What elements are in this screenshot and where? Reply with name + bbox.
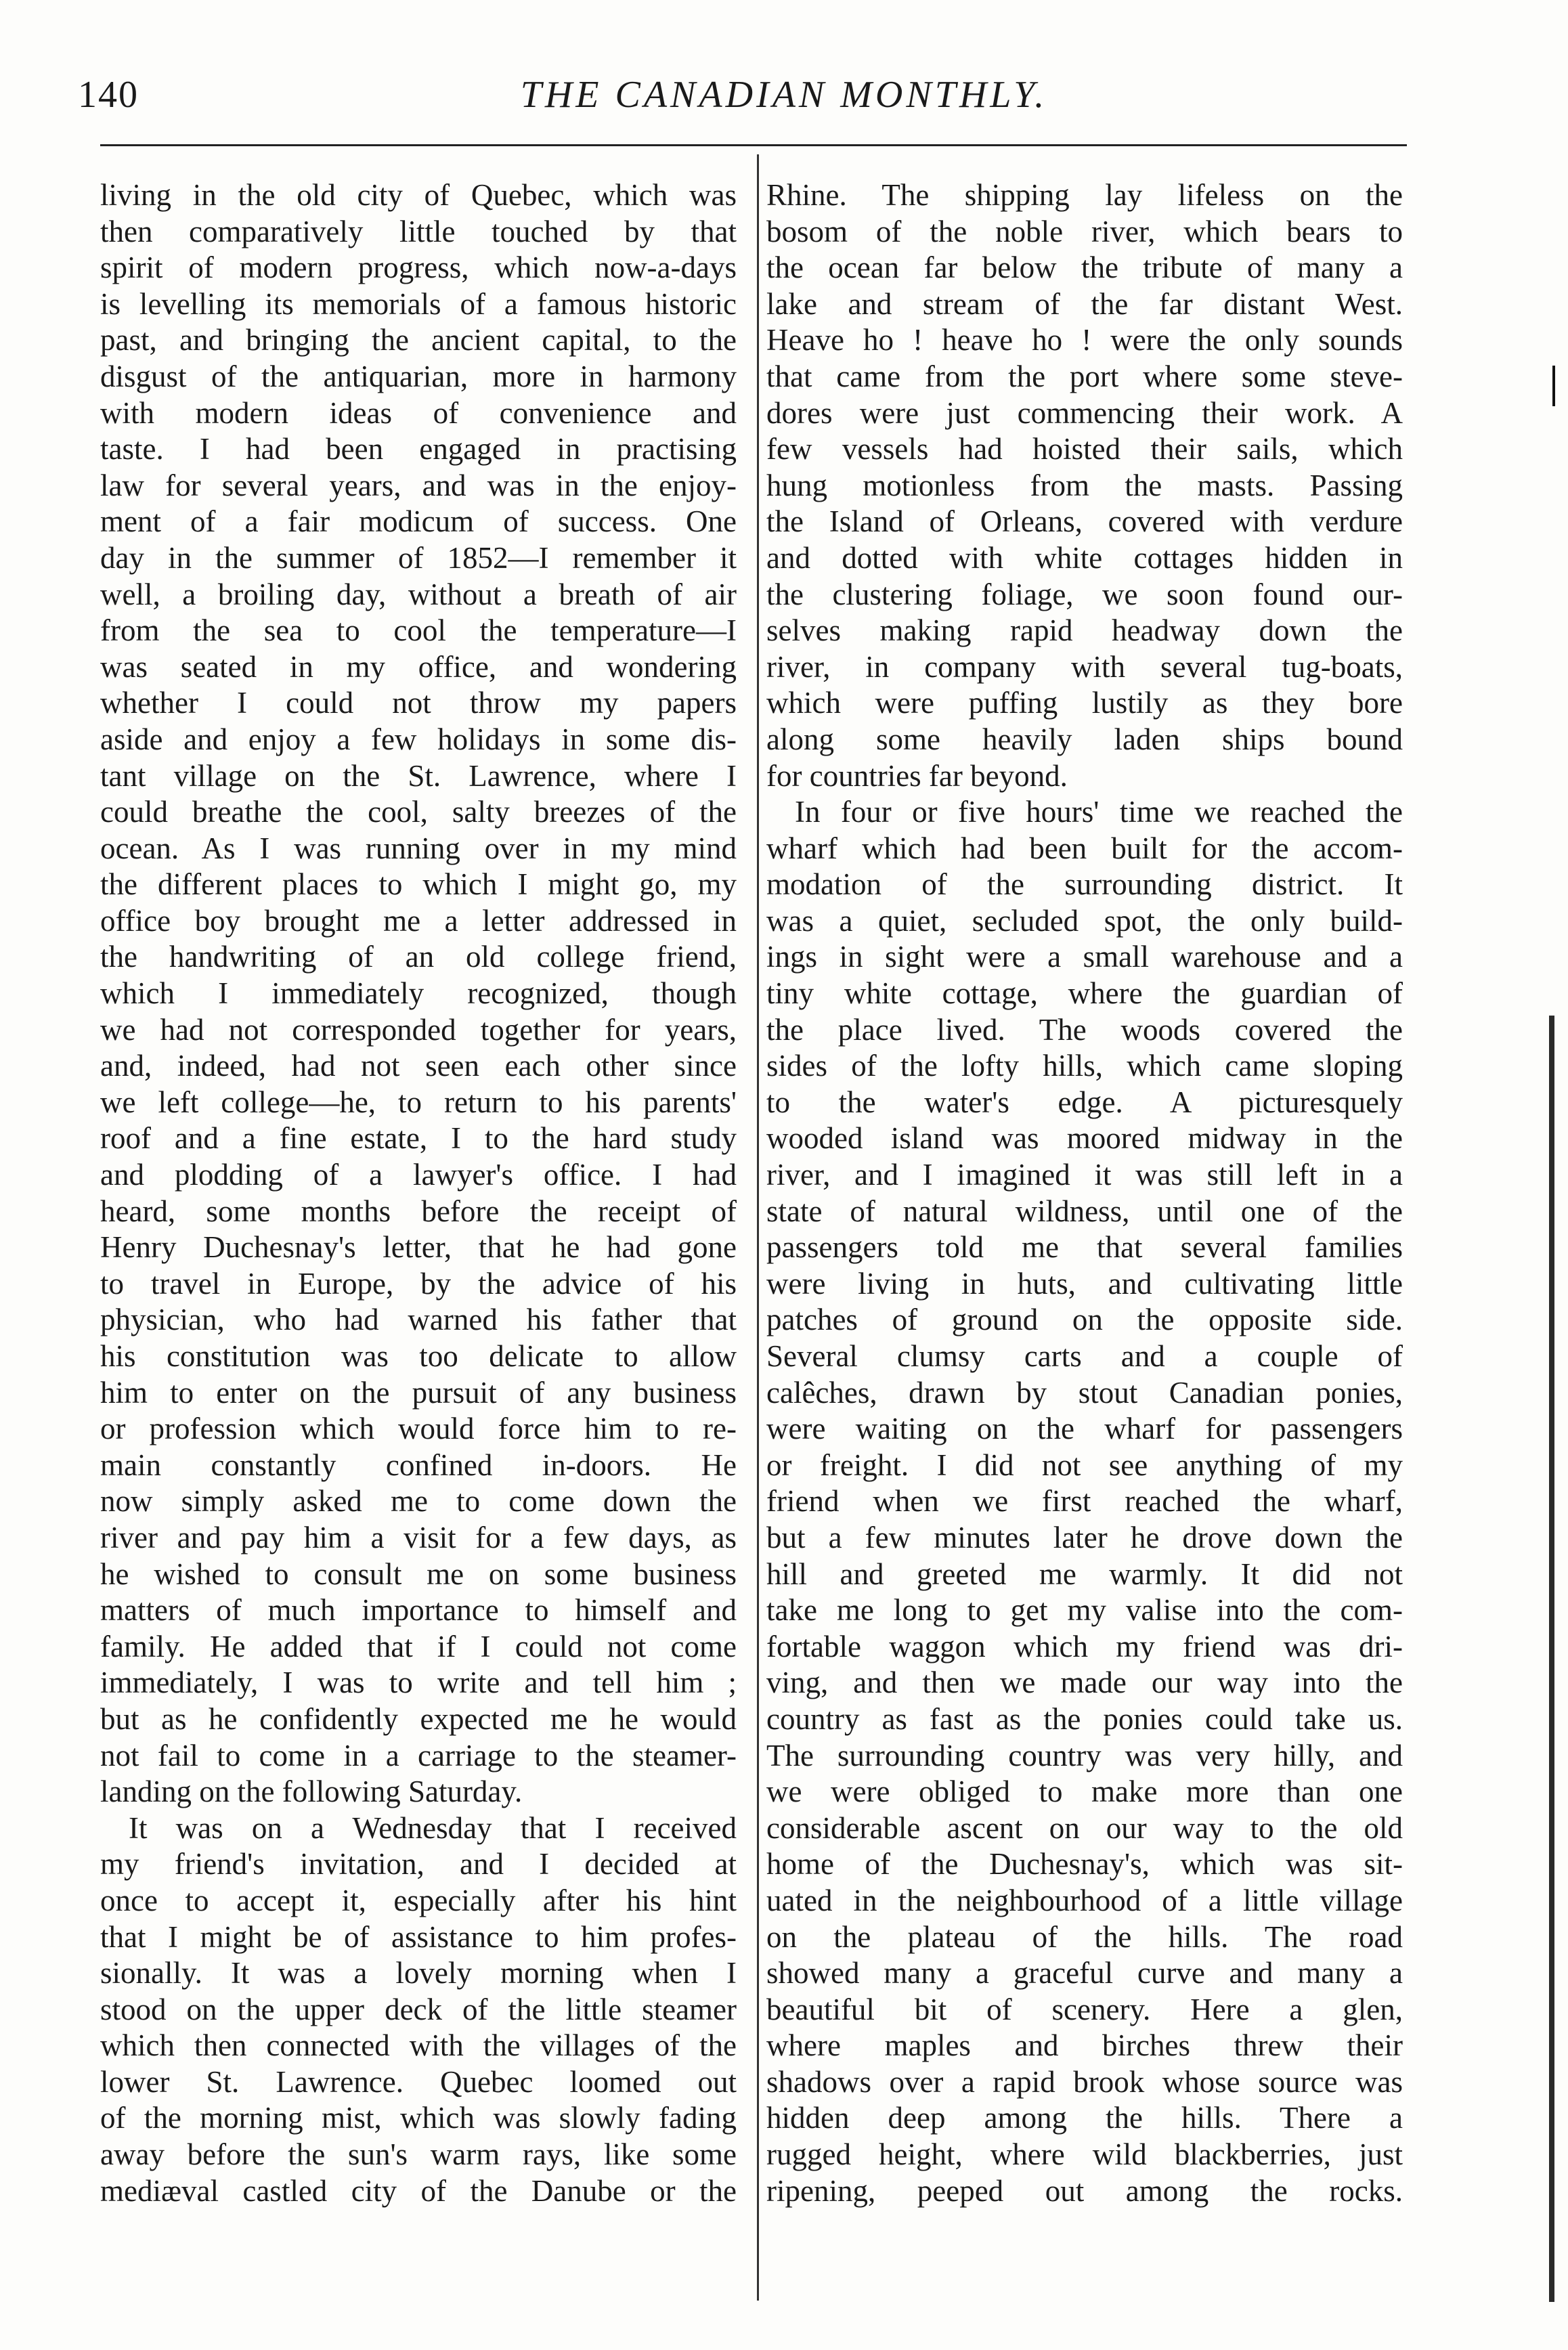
text-line: the different places to which I might go, my: [100, 867, 737, 902]
text-line: the place lived. The woods covered the: [766, 1012, 1403, 1047]
text-line: the Island of Orleans, covered with verdure: [766, 504, 1403, 539]
text-line: uated in the neighbourhood of a little village: [766, 1883, 1403, 1917]
text-line: to travel in Europe, by the advice of his: [100, 1266, 737, 1301]
text-line: disgust of the antiquarian, more in harmony: [100, 359, 737, 393]
text-line: taste. I had been engaged in practising: [100, 432, 737, 466]
text-line: is levelling its memorials of a famous historic: [100, 286, 737, 321]
text-line: wharf which had been built for the accom-: [766, 831, 1403, 865]
text-line: was seated in my office, and wondering: [100, 649, 737, 684]
text-line: now simply asked me to come down the: [100, 1484, 737, 1519]
text-line: friend when we first reached the wharf,: [766, 1484, 1403, 1519]
text-line: which I immediately recognized, though: [100, 976, 737, 1011]
text-line: for countries far beyond.: [766, 758, 1068, 793]
text-line: where maples and birches threw their: [766, 2028, 1403, 2063]
text-line: landing on the following Saturday.: [100, 1775, 523, 1809]
text-line: away before the sun's warm rays, like some: [100, 2137, 737, 2172]
text-line: were waiting on the wharf for passengers: [766, 1412, 1403, 1446]
page-number: 140: [78, 74, 139, 116]
text-line: the clustering foliage, we soon found our-: [766, 577, 1403, 611]
text-line: on the plateau of the hills. The road: [766, 1919, 1403, 1954]
text-line: sionally. It was a lovely morning when I: [100, 1956, 737, 1990]
text-line: patches of ground on the opposite side.: [766, 1303, 1403, 1337]
text-line: from the sea to cool the temperature—I: [100, 613, 737, 648]
text-line: but a few minutes later he drove down the: [766, 1520, 1403, 1554]
text-line: office boy brought me a letter addressed in: [100, 903, 737, 938]
scan-mark: [1549, 1016, 1554, 2302]
text-line: considerable ascent on our way to the old: [766, 1810, 1403, 1845]
text-line: hung motionless from the masts. Passing: [766, 468, 1403, 502]
header-rule: [100, 144, 1407, 146]
text-line: which were puffing lustily as they bore: [766, 686, 1403, 720]
text-line: whether I could not throw my papers: [100, 686, 737, 720]
text-line: my friend's invitation, and I decided at: [100, 1847, 737, 1881]
text-line: him to enter on the pursuit of any business: [100, 1375, 737, 1410]
text-line: In four or five hours' time we reached the: [795, 795, 1403, 829]
text-line: tiny white cottage, where the guardian of: [766, 976, 1403, 1011]
text-line: then comparatively little touched by that: [100, 214, 737, 248]
text-line: the handwriting of an old college friend,: [100, 940, 737, 974]
right-column: [766, 177, 1403, 2310]
text-line: we left college—he, to return to his parents': [100, 1085, 737, 1119]
text-line: we were obliged to make more than one: [766, 1775, 1403, 1809]
text-line: once to accept it, especially after his hint: [100, 1883, 737, 1917]
text-line: dores were just commencing their work. A: [766, 395, 1403, 430]
text-line: spirit of modern progress, which now-a-days: [100, 251, 737, 285]
text-line: tant village on the St. Lawrence, where I: [100, 758, 737, 793]
text-line: that came from the port where some steve-: [766, 359, 1403, 393]
text-line: beautiful bit of scenery. Here a glen,: [766, 1992, 1403, 2026]
text-line: but as he confidently expected me he would: [100, 1701, 737, 1736]
text-line: was a quiet, secluded spot, the only build-: [766, 903, 1403, 938]
text-line: that I might be of assistance to him profes-: [100, 1919, 737, 1954]
text-line: physician, who had warned his father that: [100, 1303, 737, 1337]
text-line: stood on the upper deck of the little steamer: [100, 1992, 737, 2026]
running-title: THE CANADIAN MONTHLY.: [520, 74, 1048, 116]
text-line: country as fast as the ponies could take us.: [766, 1701, 1403, 1736]
text-line: his constitution was too delicate to allow: [100, 1339, 737, 1373]
text-line: The surrounding country was very hilly, and: [766, 1738, 1403, 1772]
text-line: passengers told me that several families: [766, 1230, 1403, 1265]
text-line: aside and enjoy a few holidays in some dis-: [100, 722, 737, 756]
page-header: [0, 0, 1568, 169]
text-line: law for several years, and was in the enjoy-: [100, 468, 737, 502]
column-divider: [757, 154, 759, 2301]
text-line: river and pay him a visit for a few days, as: [100, 1520, 737, 1554]
text-line: and, indeed, had not seen each other since: [100, 1049, 737, 1083]
text-line: sides of the lofty hills, which came sloping: [766, 1049, 1403, 1083]
text-line: state of natural wildness, until one of the: [766, 1194, 1403, 1228]
text-line: and dotted with white cottages hidden in: [766, 540, 1403, 575]
text-line: ripening, peeped out among the rocks.: [766, 2173, 1403, 2208]
text-line: calêches, drawn by stout Canadian ponies,: [766, 1375, 1403, 1410]
text-line: matters of much importance to himself and: [100, 1593, 737, 1628]
text-line: ment of a fair modicum of success. One: [100, 504, 737, 539]
text-line: modation of the surrounding district. It: [766, 867, 1403, 902]
text-line: river, in company with several tug-boats,: [766, 649, 1403, 684]
text-line: immediately, I was to write and tell him ;: [100, 1666, 737, 1700]
text-line: of the morning mist, which was slowly fading: [100, 2101, 737, 2135]
text-line: lower St. Lawrence. Quebec loomed out: [100, 2064, 737, 2099]
text-line: mediæval castled city of the Danube or the: [100, 2173, 737, 2208]
text-line: ving, and then we made our way into the: [766, 1666, 1403, 1700]
scan-mark: [1552, 366, 1555, 406]
text-line: heard, some months before the receipt of: [100, 1194, 737, 1228]
left-column: [100, 177, 737, 2310]
text-line: day in the summer of 1852—I remember it: [100, 540, 737, 575]
text-line: Henry Duchesnay's letter, that he had gone: [100, 1230, 737, 1265]
text-line: It was on a Wednesday that I received: [129, 1810, 737, 1845]
text-line: ocean. As I was running over in my mind: [100, 831, 737, 865]
text-line: or freight. I did not see anything of my: [766, 1448, 1403, 1482]
text-line: few vessels had hoisted their sails, which: [766, 432, 1403, 466]
text-line: fortable waggon which my friend was dri-: [766, 1629, 1403, 1663]
text-line: roof and a fine estate, I to the hard study: [100, 1121, 737, 1156]
text-line: Several clumsy carts and a couple of: [766, 1339, 1403, 1373]
text-line: wooded island was moored midway in the: [766, 1121, 1403, 1156]
text-line: and plodding of a lawyer's office. I had: [100, 1158, 737, 1192]
text-line: home of the Duchesnay's, which was sit-: [766, 1847, 1403, 1881]
text-line: lake and stream of the far distant West.: [766, 286, 1403, 321]
text-line: we had not corresponded together for years,: [100, 1012, 737, 1047]
text-line: showed many a graceful curve and many a: [766, 1956, 1403, 1990]
text-line: family. He added that if I could not come: [100, 1629, 737, 1663]
text-line: were living in huts, and cultivating little: [766, 1266, 1403, 1301]
text-line: Rhine. The shipping lay lifeless on the: [766, 178, 1403, 212]
text-line: not fail to come in a carriage to the steamer-: [100, 1738, 737, 1772]
text-line: bosom of the noble river, which bears to: [766, 214, 1403, 248]
text-line: take me long to get my valise into the com-: [766, 1593, 1403, 1628]
text-line: Heave ho ! heave ho ! were the only sounds: [766, 323, 1403, 357]
text-line: he wished to consult me on some business: [100, 1557, 737, 1591]
text-line: main constantly confined in-doors. He: [100, 1448, 737, 1482]
text-line: ings in sight were a small warehouse and a: [766, 940, 1403, 974]
text-line: the ocean far below the tribute of many a: [766, 251, 1403, 285]
text-line: past, and bringing the ancient capital, to the: [100, 323, 737, 357]
text-line: which then connected with the villages of the: [100, 2028, 737, 2063]
text-line: selves making rapid headway down the: [766, 613, 1403, 648]
text-line: could breathe the cool, salty breezes of the: [100, 795, 737, 829]
text-line: hill and greeted me warmly. It did not: [766, 1557, 1403, 1591]
text-line: with modern ideas of convenience and: [100, 395, 737, 430]
text-line: river, and I imagined it was still left in a: [766, 1158, 1403, 1192]
text-line: shadows over a rapid brook whose source was: [766, 2064, 1403, 2099]
text-line: rugged height, where wild blackberries, just: [766, 2137, 1403, 2172]
text-line: living in the old city of Quebec, which was: [100, 178, 737, 212]
text-line: hidden deep among the hills. There a: [766, 2101, 1403, 2135]
text-line: well, a broiling day, without a breath of air: [100, 577, 737, 611]
text-line: or profession which would force him to re-: [100, 1412, 737, 1446]
text-line: along some heavily laden ships bound: [766, 722, 1403, 756]
text-line: to the water's edge. A picturesquely: [766, 1085, 1403, 1119]
